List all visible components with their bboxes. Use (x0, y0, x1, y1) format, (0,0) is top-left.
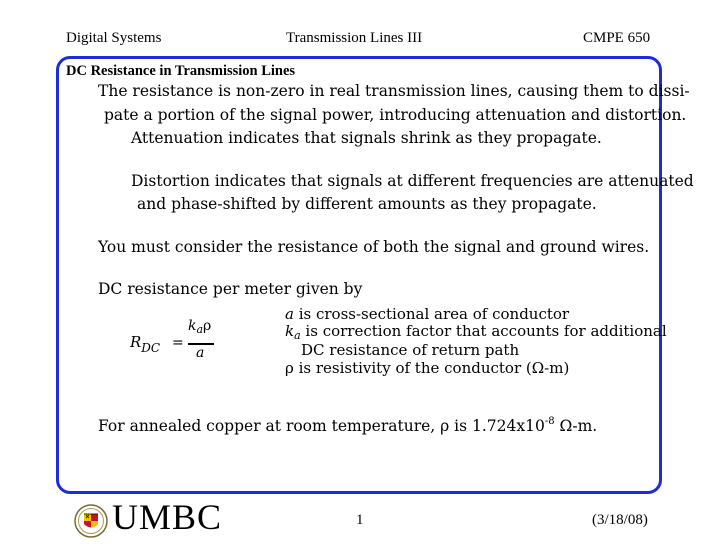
course-code: CMPE 650 (583, 30, 651, 46)
def-correction-text: is correction factor that accounts for additional (300, 322, 667, 340)
def-correction-symbol: k (285, 322, 295, 340)
slide-title: DC Resistance in Transmission Lines (66, 63, 296, 79)
lecture-title: Transmission Lines III (286, 30, 423, 46)
def-resistivity: ρ is resistivity of the conductor (Ω-m) (285, 359, 570, 377)
umbc-logo-text: UMBC (112, 497, 223, 537)
copper-text: For annealed copper at room temperature, ρ is 1.724x10 (98, 417, 545, 435)
formula-num-sub: a (196, 323, 204, 336)
formula-equals: = (172, 335, 184, 351)
def-correction-sub: a (294, 329, 301, 342)
def-area (285, 305, 569, 323)
umbc-seal-icon (74, 504, 108, 538)
slide-date: (3/18/08) (592, 512, 648, 528)
dc-resistance-intro: DC resistance per meter given by (98, 280, 363, 298)
formula-num-k: k (188, 318, 197, 334)
copper-unit: Ω-m. (554, 417, 598, 435)
formula-num-rho: ρ (203, 318, 212, 334)
distortion-line: Distortion indicates that signals at different frequencies are attenuated (131, 172, 694, 190)
formula-lhs: R (130, 333, 142, 351)
distortion-line: and phase-shifted by different amounts as they propagate. (137, 195, 597, 213)
page-number: 1 (356, 512, 364, 528)
def-correction (285, 322, 667, 342)
def-area-text: is cross-sectional area of conductor (293, 305, 570, 323)
formula-lhs-sub: DC (141, 341, 161, 355)
def-area-symbol: a (285, 305, 294, 323)
paragraph-line: The resistance is non-zero in real transmission lines, causing them to dissi- (98, 82, 690, 100)
def-correction-cont: DC resistance of return path (301, 341, 520, 359)
paragraph-line: pate a portion of the signal power, introducing attenuation and distortion. (104, 106, 687, 124)
course-title: Digital Systems (66, 30, 162, 46)
formula-denominator: a (196, 345, 205, 361)
copper-resistivity (98, 416, 597, 435)
consider-text: You must consider the resistance of both the signal and ground wires. (98, 238, 650, 256)
copper-exponent: -8 (544, 416, 555, 427)
attenuation-text: Attenuation indicates that signals shrink as they propagate. (131, 129, 602, 147)
